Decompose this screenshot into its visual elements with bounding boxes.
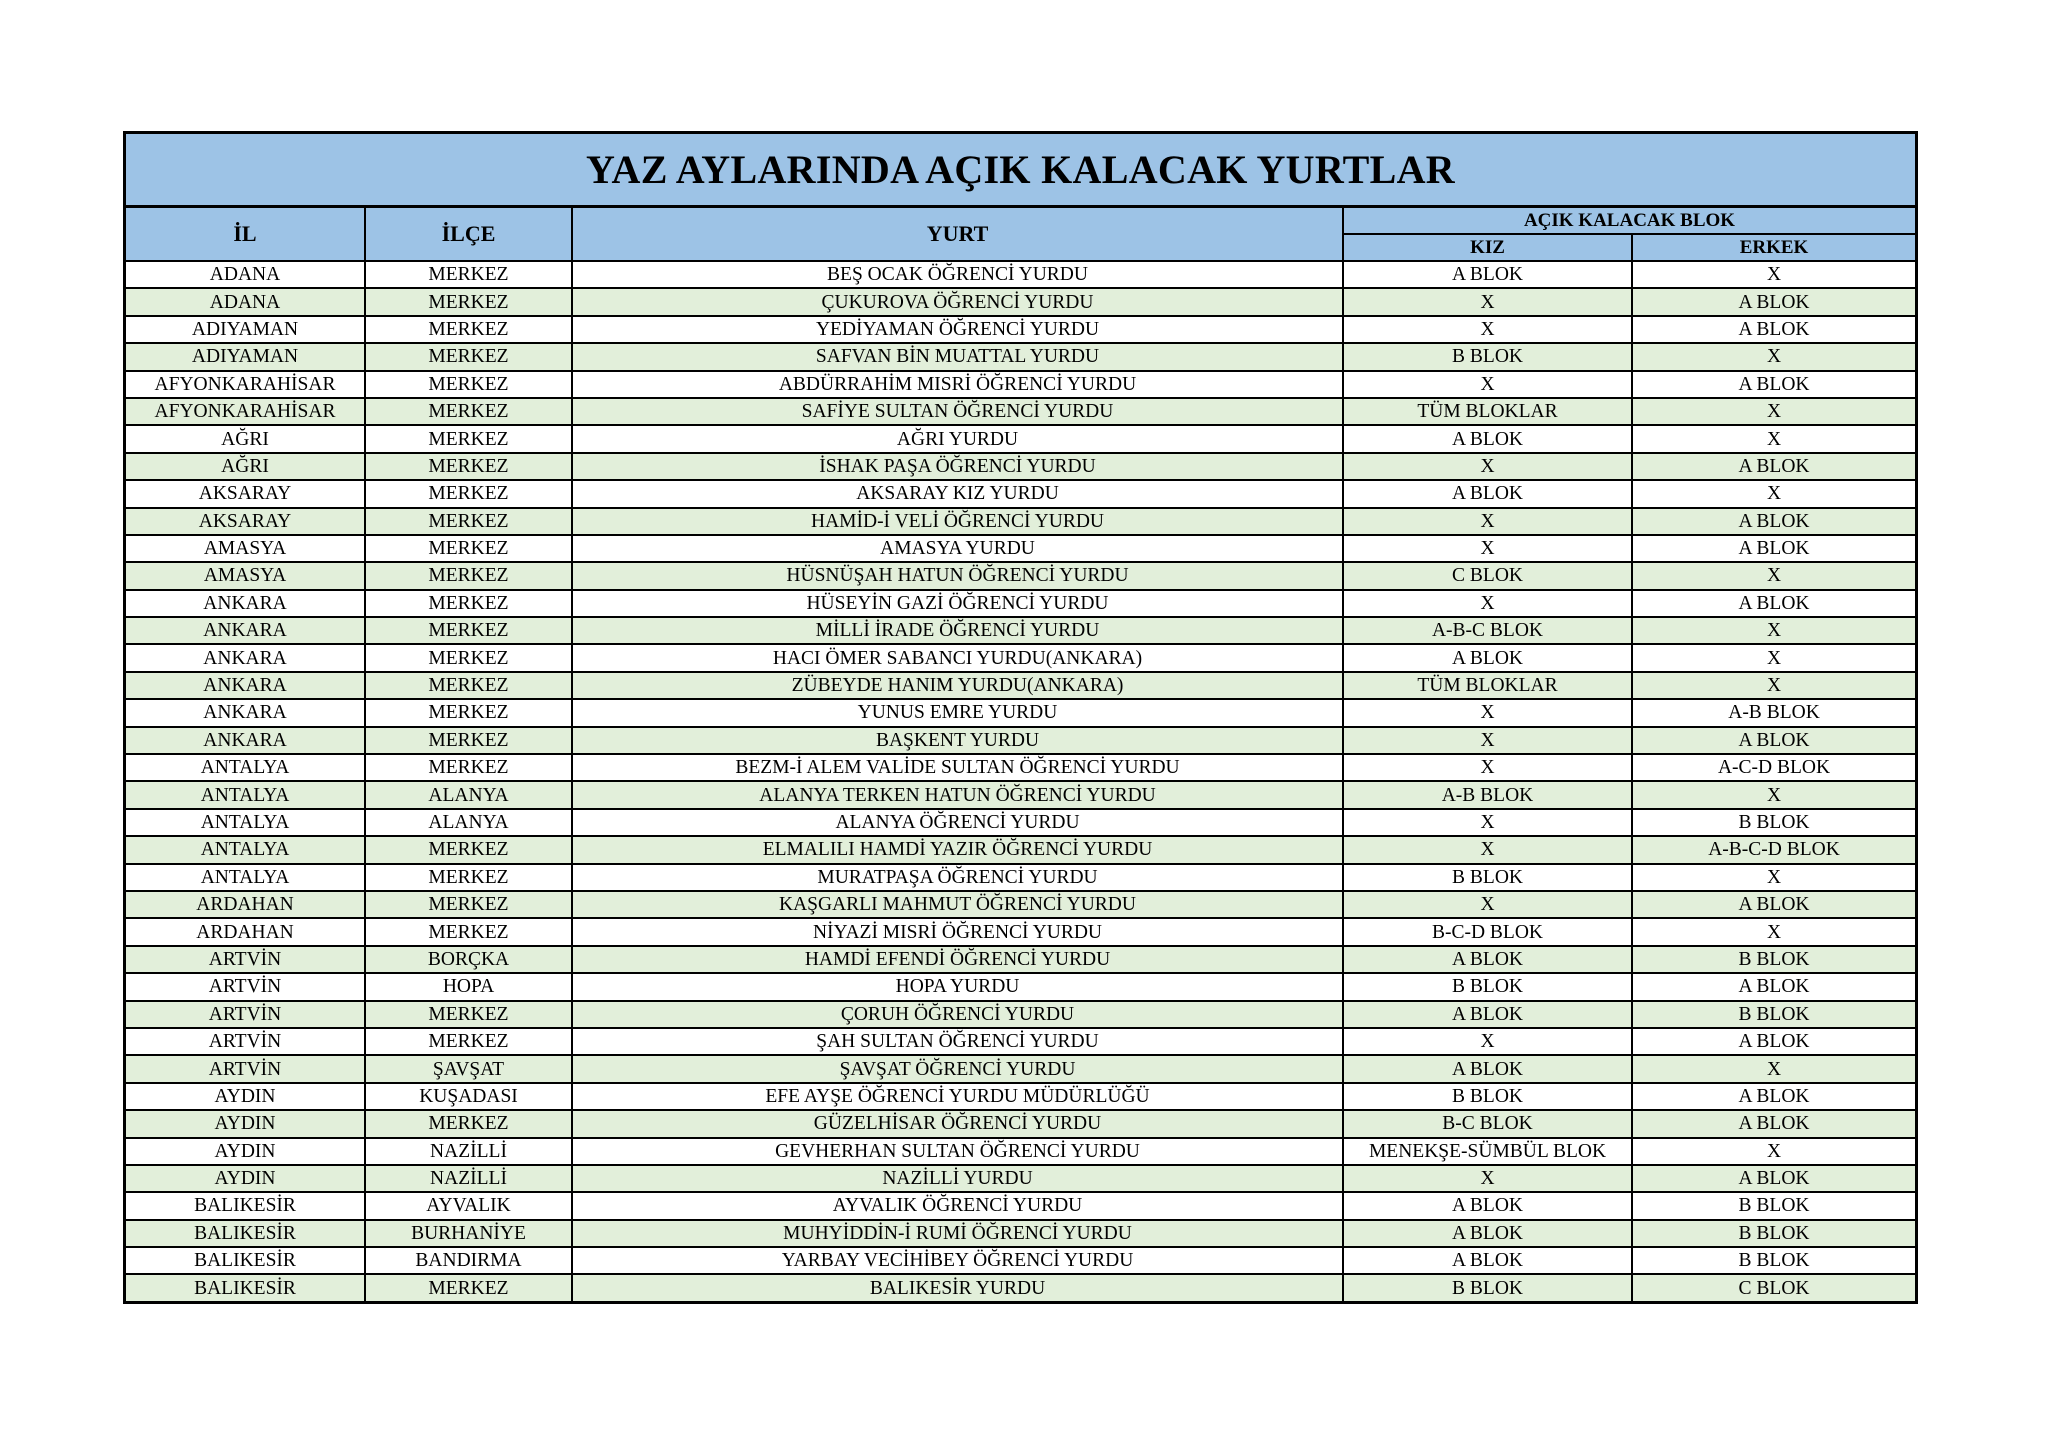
cell-il: ADIYAMAN: [126, 343, 365, 370]
cell-erkek: X: [1632, 398, 1915, 425]
cell-yurt: BEŞ OCAK ÖĞRENCİ YURDU: [572, 261, 1343, 288]
table-row: [126, 1083, 1915, 1110]
cell-ilce: MERKEZ: [365, 1001, 572, 1028]
cell-il: ARTVİN: [126, 1028, 365, 1055]
cell-ilce: BORÇKA: [365, 946, 572, 973]
cell-il: ARTVİN: [126, 973, 365, 1000]
table-header: [126, 208, 1915, 261]
cell-kiz: A BLOK: [1343, 261, 1632, 288]
cell-kiz: X: [1343, 727, 1632, 754]
cell-kiz: A BLOK: [1343, 644, 1632, 671]
cell-kiz: X: [1343, 1165, 1632, 1192]
dormitory-table-sheet: [123, 131, 1918, 1304]
cell-kiz: X: [1343, 453, 1632, 480]
cell-ilce: ALANYA: [365, 809, 572, 836]
cell-kiz: X: [1343, 590, 1632, 617]
cell-yurt: ABDÜRRAHİM MISRİ ÖĞRENCİ YURDU: [572, 371, 1343, 398]
cell-ilce: MERKEZ: [365, 754, 572, 781]
cell-yurt: AMASYA YURDU: [572, 535, 1343, 562]
cell-il: BALIKESİR: [126, 1247, 365, 1274]
cell-yurt: BEZM-İ ALEM VALİDE SULTAN ÖĞRENCİ YURDU: [572, 754, 1343, 781]
cell-kiz: A BLOK: [1343, 425, 1632, 452]
cell-yurt: MİLLİ İRADE ÖĞRENCİ YURDU: [572, 617, 1343, 644]
cell-kiz: A BLOK: [1343, 1247, 1632, 1274]
cell-il: AMASYA: [126, 535, 365, 562]
cell-kiz: TÜM BLOKLAR: [1343, 672, 1632, 699]
cell-kiz: X: [1343, 699, 1632, 726]
cell-erkek: A-B-C-D BLOK: [1632, 836, 1915, 863]
table-row: [126, 535, 1915, 562]
cell-yurt: HÜSEYİN GAZİ ÖĞRENCİ YURDU: [572, 590, 1343, 617]
table-row: [126, 453, 1915, 480]
cell-ilce: MERKEZ: [365, 644, 572, 671]
cell-erkek: B BLOK: [1632, 946, 1915, 973]
cell-yurt: EFE AYŞE ÖĞRENCİ YURDU MÜDÜRLÜĞÜ: [572, 1083, 1343, 1110]
cell-il: AĞRI: [126, 425, 365, 452]
cell-erkek: A BLOK: [1632, 1110, 1915, 1137]
column-group-header-acik-kalacak-blok: AÇIK KALACAK BLOK: [1343, 208, 1915, 234]
cell-ilce: MERKEZ: [365, 562, 572, 589]
table-row: [126, 1138, 1915, 1165]
cell-yurt: NİYAZİ MISRİ ÖĞRENCİ YURDU: [572, 918, 1343, 945]
cell-erkek: A BLOK: [1632, 316, 1915, 343]
cell-kiz: B BLOK: [1343, 343, 1632, 370]
cell-ilce: MERKEZ: [365, 453, 572, 480]
cell-il: ANKARA: [126, 590, 365, 617]
cell-yurt: GEVHERHAN SULTAN ÖĞRENCİ YURDU: [572, 1138, 1343, 1165]
cell-yurt: YEDİYAMAN ÖĞRENCİ YURDU: [572, 316, 1343, 343]
table-row: [126, 1274, 1915, 1300]
cell-kiz: A BLOK: [1343, 1192, 1632, 1219]
cell-il: AYDIN: [126, 1138, 365, 1165]
cell-il: AFYONKARAHİSAR: [126, 371, 365, 398]
cell-yurt: ŞAVŞAT ÖĞRENCİ YURDU: [572, 1055, 1343, 1082]
cell-kiz: A-B-C BLOK: [1343, 617, 1632, 644]
cell-il: BALIKESİR: [126, 1192, 365, 1219]
cell-ilce: ŞAVŞAT: [365, 1055, 572, 1082]
cell-erkek: X: [1632, 781, 1915, 808]
cell-yurt: MURATPAŞA ÖĞRENCİ YURDU: [572, 864, 1343, 891]
cell-yurt: ŞAH SULTAN ÖĞRENCİ YURDU: [572, 1028, 1343, 1055]
cell-il: AYDIN: [126, 1165, 365, 1192]
table-body: [126, 261, 1915, 1301]
cell-kiz: A BLOK: [1343, 480, 1632, 507]
cell-il: ARTVİN: [126, 1055, 365, 1082]
cell-ilce: MERKEZ: [365, 288, 572, 315]
table-row: [126, 1028, 1915, 1055]
cell-ilce: ALANYA: [365, 781, 572, 808]
cell-il: ADANA: [126, 288, 365, 315]
cell-ilce: MERKEZ: [365, 261, 572, 288]
cell-erkek: A BLOK: [1632, 288, 1915, 315]
cell-ilce: KUŞADASI: [365, 1083, 572, 1110]
cell-ilce: MERKEZ: [365, 425, 572, 452]
table-row: [126, 781, 1915, 808]
table-row: [126, 1247, 1915, 1274]
cell-kiz: X: [1343, 288, 1632, 315]
cell-erkek: A BLOK: [1632, 1028, 1915, 1055]
cell-il: ANKARA: [126, 644, 365, 671]
cell-ilce: MERKEZ: [365, 617, 572, 644]
cell-erkek: A BLOK: [1632, 590, 1915, 617]
cell-ilce: NAZİLLİ: [365, 1138, 572, 1165]
cell-erkek: A-B BLOK: [1632, 699, 1915, 726]
table-row: [126, 973, 1915, 1000]
cell-yurt: ÇORUH ÖĞRENCİ YURDU: [572, 1001, 1343, 1028]
cell-yurt: MUHYİDDİN-İ RUMİ ÖĞRENCİ YURDU: [572, 1220, 1343, 1247]
cell-yurt: YARBAY VECİHİBEY ÖĞRENCİ YURDU: [572, 1247, 1343, 1274]
cell-erkek: X: [1632, 918, 1915, 945]
cell-ilce: MERKEZ: [365, 864, 572, 891]
cell-il: ADIYAMAN: [126, 316, 365, 343]
cell-il: ANKARA: [126, 727, 365, 754]
table-row: [126, 699, 1915, 726]
cell-erkek: X: [1632, 562, 1915, 589]
cell-ilce: MERKEZ: [365, 371, 572, 398]
cell-erkek: X: [1632, 672, 1915, 699]
cell-kiz: B BLOK: [1343, 1274, 1632, 1300]
table-row: [126, 1192, 1915, 1219]
cell-kiz: C BLOK: [1343, 562, 1632, 589]
cell-erkek: X: [1632, 343, 1915, 370]
cell-erkek: X: [1632, 261, 1915, 288]
cell-ilce: MERKEZ: [365, 727, 572, 754]
cell-erkek: X: [1632, 425, 1915, 452]
cell-ilce: MERKEZ: [365, 1274, 572, 1300]
table-row: [126, 946, 1915, 973]
table-row: [126, 1220, 1915, 1247]
cell-il: BALIKESİR: [126, 1274, 365, 1300]
cell-yurt: HACI ÖMER SABANCI YURDU(ANKARA): [572, 644, 1343, 671]
table-row: [126, 398, 1915, 425]
cell-erkek: B BLOK: [1632, 1192, 1915, 1219]
table-row: [126, 343, 1915, 370]
cell-il: ANKARA: [126, 617, 365, 644]
cell-erkek: X: [1632, 864, 1915, 891]
cell-il: AYDIN: [126, 1110, 365, 1137]
cell-erkek: X: [1632, 644, 1915, 671]
cell-erkek: A BLOK: [1632, 1165, 1915, 1192]
cell-yurt: AYVALIK ÖĞRENCİ YURDU: [572, 1192, 1343, 1219]
cell-kiz: B BLOK: [1343, 864, 1632, 891]
cell-il: BALIKESİR: [126, 1220, 365, 1247]
cell-yurt: İSHAK PAŞA ÖĞRENCİ YURDU: [572, 453, 1343, 480]
cell-ilce: MERKEZ: [365, 508, 572, 535]
cell-il: ANTALYA: [126, 809, 365, 836]
cell-yurt: SAFVAN BİN MUATTAL YURDU: [572, 343, 1343, 370]
cell-ilce: MERKEZ: [365, 590, 572, 617]
table-row: [126, 288, 1915, 315]
table-row: [126, 891, 1915, 918]
cell-ilce: MERKEZ: [365, 535, 572, 562]
column-header-ilce: İLÇE: [365, 208, 572, 261]
cell-ilce: HOPA: [365, 973, 572, 1000]
table-row: [126, 644, 1915, 671]
table-row: [126, 1055, 1915, 1082]
cell-yurt: ÇUKUROVA ÖĞRENCİ YURDU: [572, 288, 1343, 315]
cell-kiz: B-C-D BLOK: [1343, 918, 1632, 945]
dormitory-table: [126, 208, 1915, 1301]
cell-il: AYDIN: [126, 1083, 365, 1110]
cell-ilce: AYVALIK: [365, 1192, 572, 1219]
table-row: [126, 508, 1915, 535]
cell-erkek: A BLOK: [1632, 973, 1915, 1000]
cell-erkek: A BLOK: [1632, 1083, 1915, 1110]
cell-yurt: AKSARAY KIZ YURDU: [572, 480, 1343, 507]
cell-yurt: HAMİD-İ VELİ ÖĞRENCİ YURDU: [572, 508, 1343, 535]
table-row: [126, 836, 1915, 863]
cell-yurt: HÜSNÜŞAH HATUN ÖĞRENCİ YURDU: [572, 562, 1343, 589]
cell-ilce: MERKEZ: [365, 918, 572, 945]
cell-ilce: MERKEZ: [365, 316, 572, 343]
cell-yurt: BAŞKENT YURDU: [572, 727, 1343, 754]
cell-kiz: X: [1343, 535, 1632, 562]
cell-yurt: ZÜBEYDE HANIM YURDU(ANKARA): [572, 672, 1343, 699]
cell-erkek: B BLOK: [1632, 809, 1915, 836]
cell-ilce: MERKEZ: [365, 343, 572, 370]
cell-il: ANTALYA: [126, 836, 365, 863]
cell-il: ANTALYA: [126, 864, 365, 891]
cell-il: AMASYA: [126, 562, 365, 589]
cell-kiz: TÜM BLOKLAR: [1343, 398, 1632, 425]
table-row: [126, 918, 1915, 945]
cell-ilce: MERKEZ: [365, 699, 572, 726]
table-row: [126, 590, 1915, 617]
cell-yurt: ALANYA ÖĞRENCİ YURDU: [572, 809, 1343, 836]
cell-ilce: BANDIRMA: [365, 1247, 572, 1274]
cell-kiz: X: [1343, 809, 1632, 836]
cell-il: ARTVİN: [126, 946, 365, 973]
cell-ilce: MERKEZ: [365, 891, 572, 918]
column-header-erkek: ERKEK: [1632, 234, 1915, 261]
table-row: [126, 1001, 1915, 1028]
cell-yurt: KAŞGARLI MAHMUT ÖĞRENCİ YURDU: [572, 891, 1343, 918]
cell-kiz: X: [1343, 508, 1632, 535]
cell-erkek: X: [1632, 480, 1915, 507]
cell-erkek: X: [1632, 1138, 1915, 1165]
cell-erkek: A BLOK: [1632, 891, 1915, 918]
cell-yurt: GÜZELHİSAR ÖĞRENCİ YURDU: [572, 1110, 1343, 1137]
cell-il: ARTVİN: [126, 1001, 365, 1028]
cell-kiz: X: [1343, 836, 1632, 863]
cell-yurt: SAFİYE SULTAN ÖĞRENCİ YURDU: [572, 398, 1343, 425]
cell-ilce: BURHANİYE: [365, 1220, 572, 1247]
table-row: [126, 1165, 1915, 1192]
cell-erkek: X: [1632, 617, 1915, 644]
cell-erkek: B BLOK: [1632, 1001, 1915, 1028]
cell-yurt: AĞRI YURDU: [572, 425, 1343, 452]
cell-erkek: A BLOK: [1632, 727, 1915, 754]
table-row: [126, 864, 1915, 891]
cell-kiz: X: [1343, 371, 1632, 398]
cell-erkek: A BLOK: [1632, 535, 1915, 562]
cell-erkek: X: [1632, 1055, 1915, 1082]
cell-kiz: X: [1343, 1028, 1632, 1055]
cell-erkek: C BLOK: [1632, 1274, 1915, 1300]
cell-kiz: X: [1343, 316, 1632, 343]
cell-yurt: HAMDİ EFENDİ ÖĞRENCİ YURDU: [572, 946, 1343, 973]
table-row: [126, 617, 1915, 644]
cell-kiz: B-C BLOK: [1343, 1110, 1632, 1137]
table-row: [126, 261, 1915, 288]
cell-il: ADANA: [126, 261, 365, 288]
cell-ilce: MERKEZ: [365, 836, 572, 863]
column-header-il: İL: [126, 208, 365, 261]
table-row: [126, 727, 1915, 754]
cell-kiz: X: [1343, 754, 1632, 781]
cell-kiz: A BLOK: [1343, 1055, 1632, 1082]
column-header-kiz: KIZ: [1343, 234, 1632, 261]
cell-kiz: A BLOK: [1343, 946, 1632, 973]
cell-yurt: HOPA YURDU: [572, 973, 1343, 1000]
cell-ilce: MERKEZ: [365, 398, 572, 425]
table-row: [126, 371, 1915, 398]
cell-ilce: MERKEZ: [365, 1110, 572, 1137]
cell-il: ANKARA: [126, 699, 365, 726]
cell-yurt: YUNUS EMRE YURDU: [572, 699, 1343, 726]
page-title: YAZ AYLARINDA AÇIK KALACAK YURTLAR: [126, 134, 1915, 208]
cell-il: ANKARA: [126, 672, 365, 699]
cell-il: ANTALYA: [126, 781, 365, 808]
cell-erkek: A BLOK: [1632, 453, 1915, 480]
cell-ilce: NAZİLLİ: [365, 1165, 572, 1192]
table-row: [126, 672, 1915, 699]
cell-kiz: B BLOK: [1343, 973, 1632, 1000]
cell-il: ARDAHAN: [126, 891, 365, 918]
cell-erkek: B BLOK: [1632, 1220, 1915, 1247]
cell-il: AKSARAY: [126, 508, 365, 535]
cell-kiz: MENEKŞE-SÜMBÜL BLOK: [1343, 1138, 1632, 1165]
table-row: [126, 562, 1915, 589]
cell-kiz: A BLOK: [1343, 1220, 1632, 1247]
cell-erkek: A BLOK: [1632, 371, 1915, 398]
cell-kiz: X: [1343, 891, 1632, 918]
cell-kiz: A BLOK: [1343, 1001, 1632, 1028]
table-row: [126, 1110, 1915, 1137]
cell-erkek: A-C-D BLOK: [1632, 754, 1915, 781]
cell-yurt: NAZİLLİ YURDU: [572, 1165, 1343, 1192]
cell-il: ARDAHAN: [126, 918, 365, 945]
table-row: [126, 754, 1915, 781]
cell-yurt: BALIKESİR YURDU: [572, 1274, 1343, 1300]
cell-kiz: A-B BLOK: [1343, 781, 1632, 808]
cell-il: AĞRI: [126, 453, 365, 480]
table-row: [126, 809, 1915, 836]
cell-erkek: A BLOK: [1632, 508, 1915, 535]
cell-yurt: ALANYA TERKEN HATUN ÖĞRENCİ YURDU: [572, 781, 1343, 808]
cell-ilce: MERKEZ: [365, 1028, 572, 1055]
cell-il: ANTALYA: [126, 754, 365, 781]
column-header-yurt: YURT: [572, 208, 1343, 261]
cell-ilce: MERKEZ: [365, 672, 572, 699]
table-row: [126, 425, 1915, 452]
cell-il: AKSARAY: [126, 480, 365, 507]
cell-kiz: B BLOK: [1343, 1083, 1632, 1110]
table-row: [126, 316, 1915, 343]
cell-il: AFYONKARAHİSAR: [126, 398, 365, 425]
table-row: [126, 480, 1915, 507]
cell-erkek: B BLOK: [1632, 1247, 1915, 1274]
cell-yurt: ELMALILI HAMDİ YAZIR ÖĞRENCİ YURDU: [572, 836, 1343, 863]
cell-ilce: MERKEZ: [365, 480, 572, 507]
